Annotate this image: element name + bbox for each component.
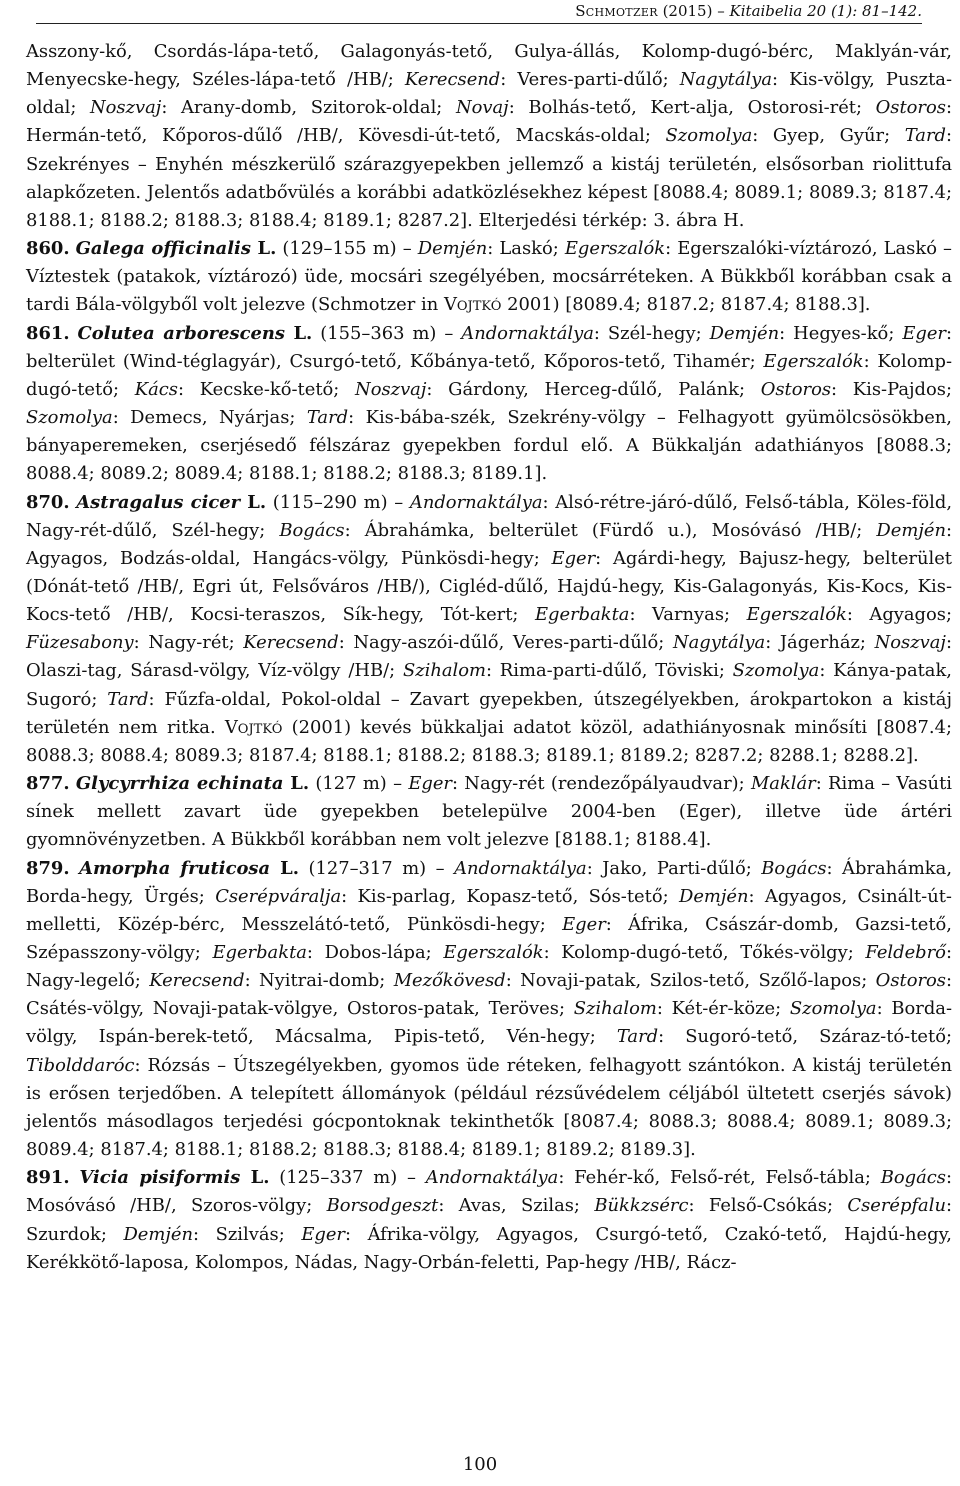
header-year: (2015) [662, 2, 713, 20]
running-header: Schmotzer (2015) – Kitaibelia 20 (1): 81–142. [36, 2, 922, 24]
entry-number: 860. [26, 238, 70, 260]
species-entry-877: 877. Glycyrrhiza echinata L. (127 m) – Eger: Nagy-rét (rendezőpályaudvar); Maklár: Rima – Vasúti sínek mellett zavart üde gyepekben betelepülve 2004-ben (Eger), illetve üde ártéri gyomnövényzetben. A Bükkből korábban nem volt jelezve [8188.1; 8188.4]. [26, 773, 952, 851]
entry-number: 879. [26, 857, 70, 879]
article-body [26, 38, 952, 1277]
header-journal: Kitaibelia 20 (1): 81–142. [729, 2, 922, 20]
taxon-name: Vicia pisiformis L. [79, 1167, 270, 1189]
taxon-name: Colutea arborescens L. [77, 322, 313, 344]
species-entry-870: 870. Astragalus cicer L. (115–290 m) – Andornaktálya: Alsó-rétre-járó-dűlő, Felső-tábla, Köles-föld, Nagy-rét-dűlő, Szél-hegy; Bogács: Ábrahámka, belterület (Fürdő u.), Mosóvásó /HB/; Demjén: Agyagos, Bodzás-oldal, Hangács-völgy, Pünkösdi-hegy; Eger: Agárdi-hegy, Bajusz-hegy, belterület (Dónát-tető /HB/, Egri út, Felsőváros /HB/), Cigléd-dűlő, Hajdú-hegy, Kis-Galagonyás, Kis-Kocs, Kis-Kocs-tető /HB/, Kocsi-teraszos, Sík-hegy, Tót-kert; Egerbakta: Varnyas; Egerszalók: Agyagos; Füzesabony: Nagy-rét; Kerecsend: Nagy-aszói-dűlő, Veres-parti-dűlő; Nagytálya: Jágerház; Noszvaj: Olaszi-tag, Sárasd-völgy, Víz-völgy /HB/; Szihalom: Rima-parti-dűlő, Töviski; Szomolya: Kánya-patak, Sugoró; Tard: Fűzfa-oldal, Pokol-oldal – Zavart gyepekben, útszegélyekben, árokpartokon a kistáj területén nem ritka. Vojtkó (2001) kevés bükkaljai adatot közöl, adathiányosnak minősíti [8087.4; 8088.3; 8088.4; 8089.3; 8187.4; 8188.1; 8188.2; 8188.3; 8189.1; 8189.2; 8287.2; 8288.1; 8288.2]. [26, 491, 953, 766]
species-entry-861: 861. Colutea arborescens L. (155–363 m) – Andornaktálya: Szél-hegy; Demjén: Hegyes-kő; Eger: belterület (Wind-téglagyár), Csurgó-tető, Kőbánya-tető, Kőporos-tető, Tihamér; Egerszalók: Kolomp-dugó-tető; Kács: Kecske-kő-tető; Noszvaj: Gárdony, Herceg-dűlő, Palánk; Ostoros: Kis-Pajdos; Szomolya: Demecs, Nyárjas; Tard: Kis-bába-szék, Szekrény-völgy – Felhagyott gyümölcsösökben, bányaperemeken, cserjésedő félszáraz gyepekben fordul elő. A Bükkalján adathiányos [8088.3; 8088.4; 8089.2; 8089.4; 8188.1; 8188.2; 8188.3; 8189.1]. [26, 322, 953, 485]
taxon-name: Glycyrrhiza echinata L. [75, 773, 310, 795]
entry-number: 877. [26, 773, 70, 795]
taxon-name: Galega officinalis L. [75, 238, 277, 260]
species-entry-891: 891. Vicia pisiformis L. (125–337 m) – Andornaktálya: Fehér-kő, Felső-rét, Felső-tábla; Bogács: Mosóvásó /HB/, Szoros-völgy; Borsodgeszt: Avas, Szilas; Bükkzsérc: Felső-Csókás; Cserépfalu: Szurdok; Demjén: Szilvás; Eger: Áfrika-völgy, Agyagos, Csurgó-tető, Czakó-tető, Hajdú-hegy, Kerékkötő-laposa, Kolompos, Nádas, Nagy-Orbán-feletti, Pap-hegy /HB/, Rácz- [26, 1167, 953, 1273]
page-number: 100 [462, 1454, 498, 1475]
header-author: Schmotzer [575, 2, 658, 20]
entry-number: 861. [26, 322, 70, 344]
entry-number: 870. [26, 491, 70, 513]
paragraph-continuation: Asszony-kő, Csordás-lápa-tető, Galagonyás-tető, Gulya-állás, Kolomp-dugó-bérc, Maklyán-vár, Menyecske-hegy, Széles-lápa-tető /HB/; Kerecsend: Veres-parti-dűlő; Nagytálya: Kis-völgy, Puszta-oldal; Noszvaj: Arany-domb, Szitorok-oldal; Novaj: Bolhás-tető, Kert-alja, Ostorosi-rét; Ostoros: Hermán-tető, Kőporos-dűlő /HB/, Kövesdi-út-tető, Macskás-oldal; Szomolya: Gyep, Gyűr; Tard: Szekrényes – Enyhén mészkerülő szárazgyepekben jellemző a kistáj területén, elsősorban riolittufa alapkőzeten. Jelentős adatbővülés a korábbi adatközlésekhez képest [8088.4; 8089.1; 8089.3; 8187.4; 8188.1; 8188.2; 8188.3; 8188.4; 8189.1; 8287.2]. Elterjedési térkép: 3. ábra H. [26, 41, 952, 231]
species-entry-860: 860. Galega officinalis L. (129–155 m) – Demjén: Laskó; Egerszalók: Egerszalóki-víztározó, Laskó – Víztestek (patakok, víztározó) üde, mocsári szegélyében, mocsárréteken. A Bükkből korábban csak a tardi Bála-völgyből volt jelezve (Schmotzer in Vojtkó 2001) [8089.4; 8187.2; 8187.4; 8188.3]. [26, 238, 952, 316]
species-entry-879: 879. Amorpha fruticosa L. (127–317 m) – Andornaktálya: Jako, Parti-dűlő; Bogács: Ábrahámka, Borda-hegy, Ürgés; Cserépváralja: Kis-parlag, Kopasz-tető, Sós-tető; Demjén: Agyagos, Csinált-út-melletti, Közép-bérc, Messzelátó-tető, Pünkösdi-hegy; Eger: Áfrika, Császár-domb, Gazsi-tető, Szépasszony-völgy; Egerbakta: Dobos-lápa; Egerszalók: Kolomp-dugó-tető, Tőkés-völgy; Feldebrő: Nagy-legelő; Kerecsend: Nyitrai-domb; Mezőkövesd: Novaji-patak, Szilos-tető, Szőlő-lapos; Ostoros: Csátés-völgy, Novaji-patak-völgye, Ostoros-patak, Teröves; Szihalom: Két-ér-köze; Szomolya: Borda-völgy, Ispán-berek-tető, Mácsalma, Pipis-tető, Vén-hegy; Tard: Sugoró-tető, Száraz-tó-tető; Tibolddaróc: Rózsás – Útszegélyekben, gyomos üde réteken, felhagyott szántókon. A kistáj területén is erősen terjedőben. A telepített állományok (például rézsűvédelem céljából ültetett cserjés sávok) jelentős másodlagos terjedési gócpontoknak tekinthetők [8087.4; 8088.3; 8088.4; 8089.1; 8089.3; 8089.4; 8187.4; 8188.1; 8188.2; 8188.3; 8188.4; 8189.1; 8189.2; 8189.3]. [26, 857, 953, 1161]
taxon-name: Astragalus cicer L. [76, 491, 267, 513]
taxon-name: Amorpha fruticosa L. [79, 857, 299, 879]
entry-number: 891. [26, 1167, 70, 1189]
